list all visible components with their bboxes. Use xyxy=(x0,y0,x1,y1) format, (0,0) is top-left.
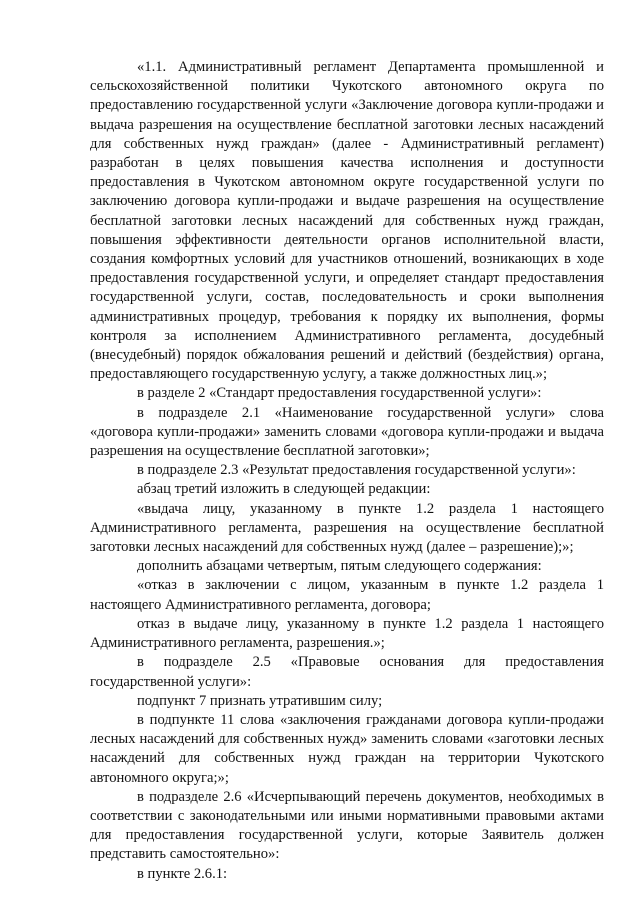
paragraph-subsection-2-1: в подразделе 2.1 «Наименование государственной услуги» слова «договора купли-продажи» заменить словами «договора купли-продажи и выдача разрешения на осуществление бесплатной заготовки»; xyxy=(90,404,604,460)
paragraph-subsection-2-5: в подразделе 2.5 «Правовые основания для предоставления государственной услуги»: xyxy=(90,654,604,690)
paragraph-section-2: в разделе 2 «Стандарт предоставления государственной услуги»: xyxy=(137,385,542,402)
paragraph-subsection-2-3: в подразделе 2.3 «Результат предоставления государственной услуги»: xyxy=(137,462,576,479)
paragraph-dopolnit: дополнить абзацами четвертым, пятым следующего содержания: xyxy=(137,558,542,575)
paragraph-vydacha: «выдача лицу, указанному в пункте 1.2 раздела 1 настоящего Административного регламента, разрешения на осуществление бесплатной заготовки лесных насаждений для собственных нужд (далее – разрешение);»; xyxy=(90,500,604,556)
document-body xyxy=(90,58,604,884)
paragraph-podpunkt-7: подпункт 7 признать утратившим силу; xyxy=(137,692,383,709)
paragraph-podpunkt-11: в подпункте 11 слова «заключения гражданами договора купли-продажи лесных насаждений для собственных нужд» заменить словами «заготовки лесных насаждений для собственных нужд граждан на территории Чукотского автономного округа;»; xyxy=(90,711,604,786)
paragraph-subsection-2-6: в подразделе 2.6 «Исчерпывающий перечень документов, необходимых в соответствии с законодательными или иными нормативными правовыми актами для предоставления государственной услуги, которые Заявитель должен представить самостоятельно»: xyxy=(90,788,604,863)
paragraph-punkt-2-6-1: в пункте 2.6.1: xyxy=(137,865,228,882)
paragraph-otkaz-vydacha: отказ в выдаче лицу, указанному в пункте 1.2 раздела 1 настоящего Административного регламента, разрешения.»; xyxy=(90,615,604,652)
paragraph-otkaz-zaklyuchenie: «отказ в заключении с лицом, указанным в пункте 1.2 раздела 1 настоящего Административного регламента, договора; xyxy=(90,577,604,613)
paragraph-1-1-regulation: «1.1. Административный регламент Департамента промышленной и сельскохозяйственной политики Чукотского автономного округа по предоставлению государственной услуги «Заключение договора купли-продажи и выдача разрешения на осуществление бесплатной заготовки лесных насаждений для собственных нужд граждан» (далее - Административный регламент) разработан в целях повышения качества исполнения и доступности предоставления в Чукотском автономном округе государственной услуги по заключению договора купли-продажи и выдаче разрешения на осуществление бесплатной заготовки лесных насаждений для собственных нужд граждан, повышения эффективности деятельности органов исполнительной власти, создания комфортных условий для участников отношений, возникающих в ходе предоставления государственной услуги, и определяет стандарт предоставления государственной услуги, состав, последовательность и сроки выполнения административных процедур, требования к порядку их выполнения, формы контроля за исполнением Административного регламента, досудебный (внесудебный) порядок обжалования решений и действий (бездействия) органа, предоставляющего государственную услугу, а также должностных лиц.»; xyxy=(90,59,604,383)
paragraph-abzac-3: абзац третий изложить в следующей редакции: xyxy=(137,481,431,498)
